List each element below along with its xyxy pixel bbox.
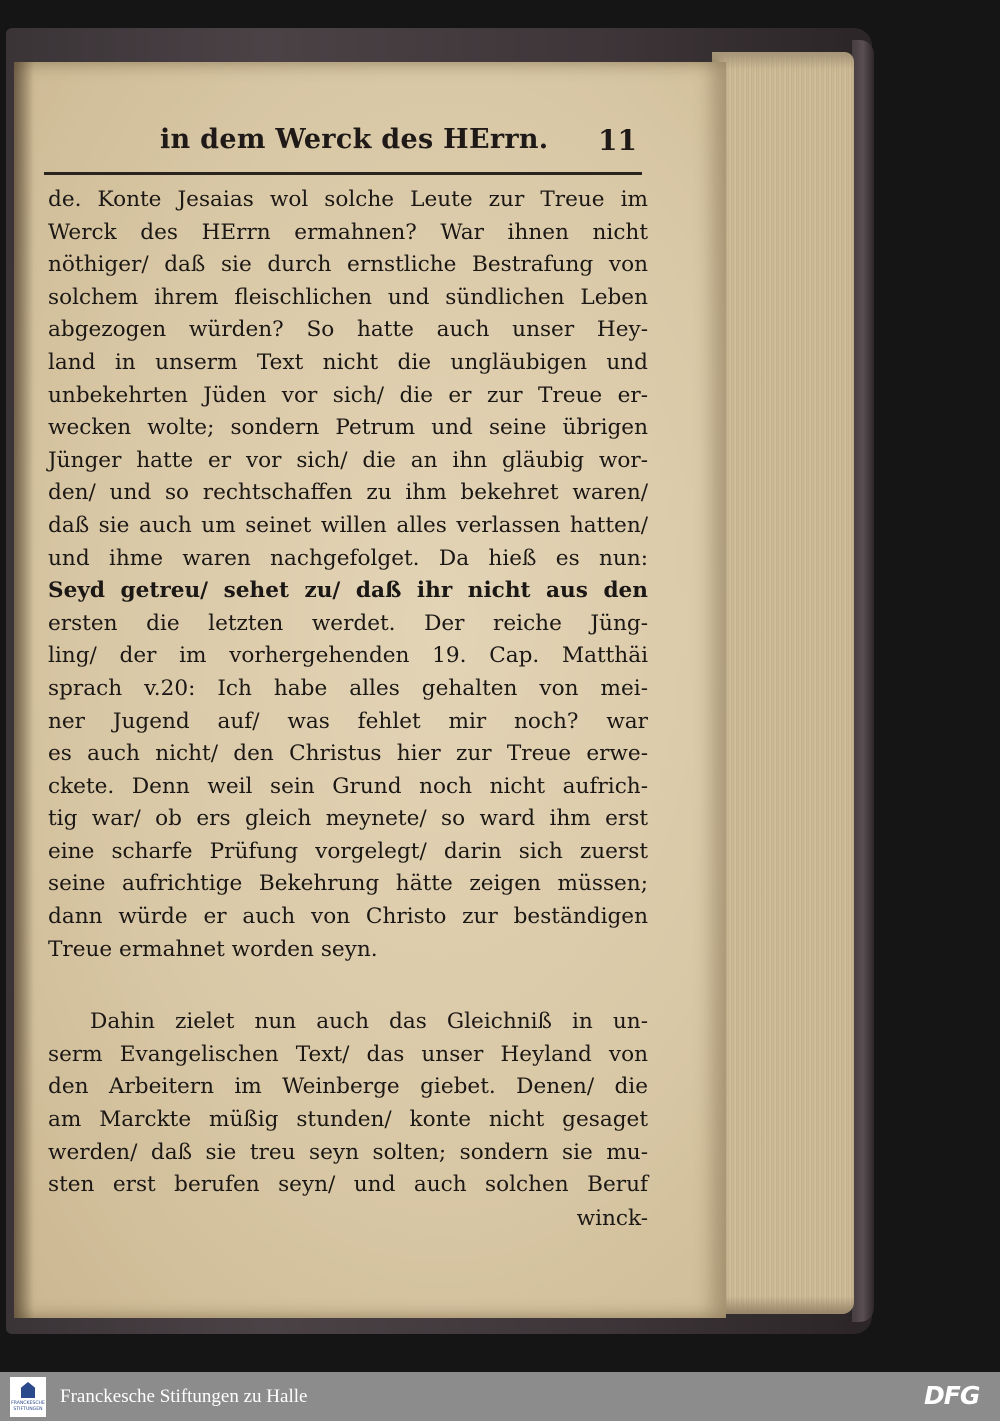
- text-line: Dahin zielet nun auch das Gleichniß in un-: [90, 1009, 648, 1035]
- viewer-footer: [0, 1372, 1000, 1421]
- header-rule: [44, 172, 642, 175]
- text-line: Jünger hatte er vor sich/ die an ihn gläubig wor-: [48, 447, 648, 473]
- body-text: [48, 184, 648, 1244]
- text-line: daß sie auch um seinet willen alles verlassen hatten/: [48, 512, 648, 538]
- text-line: nöthiger/ daß sie durch ernstliche Bestrafung von: [48, 252, 648, 278]
- text-line: tig war/ ob ers gleich meynete/ so ward ihm erst: [48, 806, 648, 832]
- text-line: ner Jugend auf/ was fehlet mir noch? war: [48, 708, 648, 734]
- text-line: es auch nicht/ den Christus hier zur Treue erwe-: [48, 741, 648, 767]
- text-line: ersten die letzten werdet. Der reiche Jüng-: [48, 610, 648, 636]
- text-line: land in unserm Text nicht die ungläubigen und: [48, 349, 648, 375]
- text-line: und ihme waren nachgefolget. Da hieß es nun:: [48, 545, 648, 571]
- page-edges: [712, 52, 854, 1314]
- text-line: Werck des HErrn ermahnen? War ihnen nicht: [48, 219, 648, 245]
- cover-edge: [852, 40, 874, 1322]
- dfg-logo[interactable]: DFG: [924, 1381, 980, 1410]
- text-line-emphasis: Seyd getreu/ sehet zu/ daß ihr nicht aus den: [48, 578, 648, 604]
- paragraph-gap: [48, 966, 648, 1006]
- institution-logo[interactable]: [10, 1377, 46, 1417]
- text-line: abgezogen würden? So hatte auch unser Hey-: [48, 317, 648, 343]
- institution-name[interactable]: Franckesche Stiftungen zu Halle: [60, 1386, 308, 1407]
- running-head: in dem Werck des HErrn.: [160, 124, 549, 155]
- text-line: sten erst berufen seyn/ und auch solchen Beruf: [48, 1172, 648, 1198]
- text-line: solchem ihrem fleischlichen und sündlichen Leben: [48, 284, 648, 310]
- text-line: eine scharfe Prüfung vorgelegt/ darin sich zuerst: [48, 838, 648, 864]
- page-edges-top: [712, 52, 854, 70]
- text-line: ckete. Denn weil sein Grund noch nicht aufrich-: [48, 773, 648, 799]
- page-gutter-shadow: [14, 62, 34, 1318]
- text-line: unbekehrten Jüden vor sich/ die er zur Treue er-: [48, 382, 648, 408]
- catchword: winck-: [576, 1206, 648, 1231]
- text-line: dann würde er auch von Christo zur beständigen: [48, 904, 648, 930]
- building-icon: [21, 1382, 35, 1398]
- text-line: ling/ der im vorhergehenden 19. Cap. Matthäi: [48, 643, 648, 669]
- logo-text: FRANCKESCHE STIFTUNGEN: [11, 1401, 45, 1412]
- text-line: seine aufrichtige Bekehrung hätte zeigen müssen;: [48, 871, 648, 897]
- text-line: wecken wolte; sondern Petrum und seine übrigen: [48, 415, 648, 441]
- text-line: werden/ daß sie treu seyn solten; sondern sie mu-: [48, 1139, 648, 1165]
- text-line: sprach v.20: Ich habe alles gehalten von mei-: [48, 675, 648, 701]
- text-line: serm Evangelischen Text/ das unser Heyland von: [48, 1041, 648, 1067]
- text-line: den/ und so rechtschaffen zu ihm bekehret waren/: [48, 480, 648, 506]
- page-edges-bottom: [712, 1296, 854, 1314]
- text-line: am Marckte müßig stunden/ konte nicht gesaget: [48, 1107, 648, 1133]
- page-number: 11: [598, 124, 637, 157]
- text-line: den Arbeitern im Weinberge giebet. Denen/ die: [48, 1074, 648, 1100]
- text-line: de. Konte Jesaias wol solche Leute zur Treue im: [48, 187, 648, 212]
- text-line: Treue ermahnet worden seyn.: [48, 936, 378, 962]
